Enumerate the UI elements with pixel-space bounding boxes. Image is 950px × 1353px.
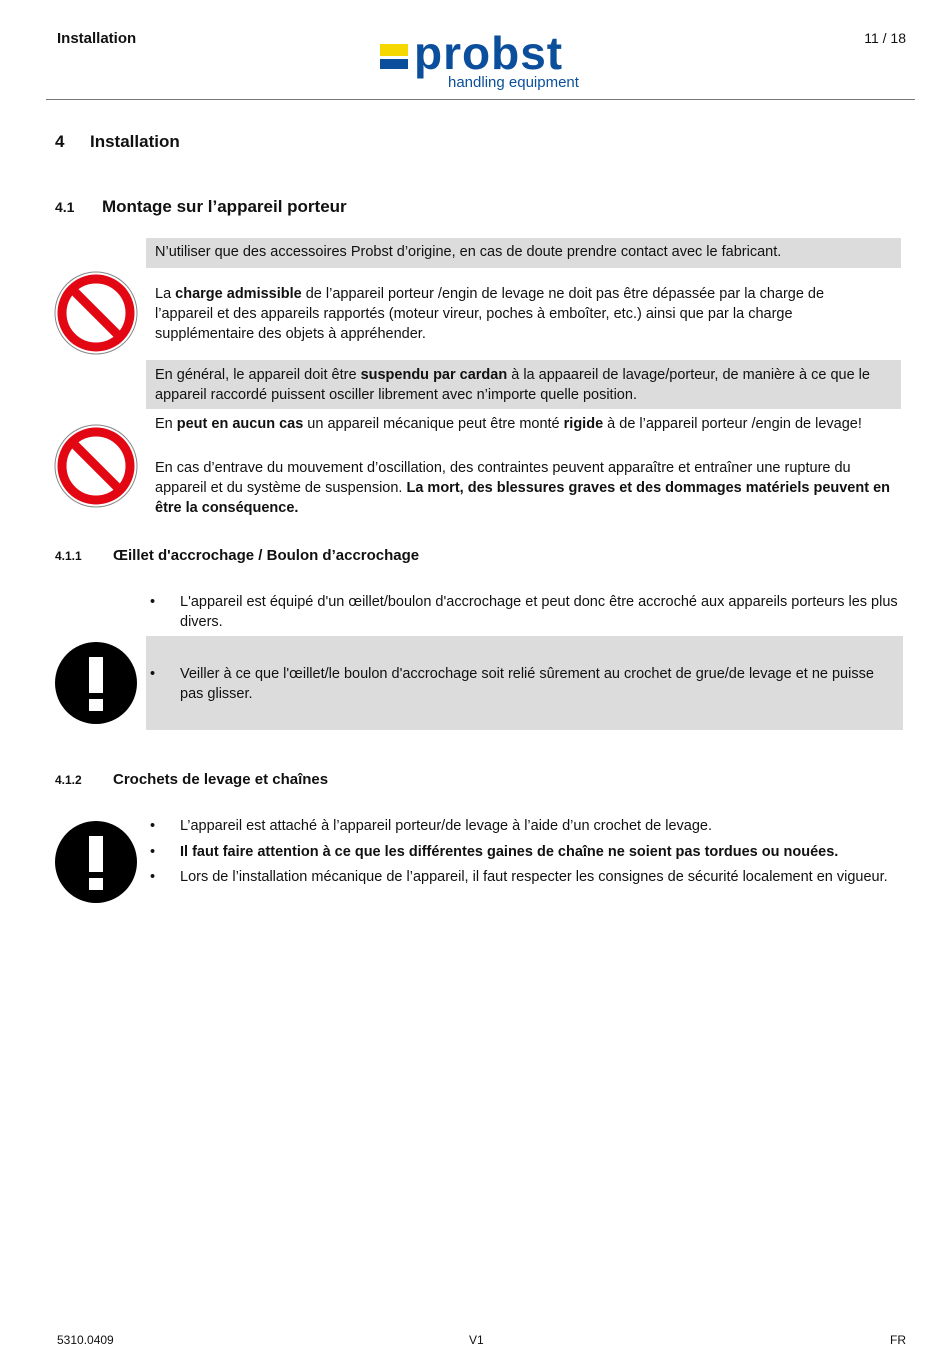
bullet-dot: • [150,666,156,682]
section-heading [55,132,180,152]
page-number: 11 / 18 [864,30,906,46]
list-item-text: L'appareil est équipé d'un œillet/boulon d'accrochage et peut donc être accroché aux appareils porteurs les plus divers. [180,594,898,630]
prohibition-icon [54,271,138,355]
notice-cardan-suspension [146,360,901,409]
notice-original-accessories [146,238,901,268]
logo-word: probst [414,27,564,79]
bold-text: charge admissible [175,286,302,302]
paragraph-oscillation-warning [155,458,895,518]
list-item-text: Il faut faire attention à ce que les différentes gaines de chaîne ne soient pas tordues ou nouées. [180,844,839,860]
bold-text: La mort, des blessures graves et des dommages matériels peuvent en être la conséquence. [155,480,891,516]
text-part: à de l’appareil porteur /engin de levage! [603,416,862,432]
text-part: En général, le appareil doit être [155,367,361,383]
subsubsection-title: Crochets de levage et chaînes [113,771,329,788]
bold-text: peut en aucun cas [176,416,304,432]
header-section-title: Installation [57,30,137,47]
subsection-heading [55,197,347,217]
footer-document-number: 5310.0409 [57,1333,114,1347]
section-title: Installation [90,132,180,151]
subsubsection-heading-411 [55,547,419,564]
paragraph-admissible-load [155,284,885,344]
list-item-text: Lors de l’installation mécanique de l’appareil, il faut respecter les consignes de sécurité localement en vigueur. [180,869,888,885]
subsection-title: Montage sur l’appareil porteur [102,197,347,216]
subsubsection-number: 4.1.2 [55,773,82,787]
text-part: En cas d’entrave du mouvement d’oscillation, des contraintes peuvent apparaître et entraîner une rupture du appareil et du système de suspension. [155,460,851,496]
logo-mark-yellow [380,44,408,56]
subsection-number: 4.1 [55,199,75,215]
probst-logo [378,27,592,96]
list-item-text: Veiller à ce que l'œillet/le boulon d'accrochage soit relié sûrement au crochet de grue/de levage et ne puisse pas glisser. [180,666,874,702]
prohibition-icon [54,424,138,508]
text-part: La [155,286,176,302]
mandatory-attention-icon [54,641,138,725]
bullet-dot: • [150,844,156,860]
footer-version: V1 [469,1333,484,1347]
header-divider [46,99,915,100]
notice-text: N’utiliser que des accessoires Probst d’origine, en cas de doute prendre contact avec le fabricant. [155,244,782,260]
bullet-dot: • [150,594,156,610]
subsubsection-heading-412 [55,771,328,788]
list-item-text: L’appareil est attaché à l’appareil porteur/de levage à l’aide d’un crochet de levage. [180,818,713,834]
footer-language: FR [890,1333,906,1347]
text-part: un appareil mécanique peut être monté [303,416,564,432]
text-part: de l’appareil porteur /engin de levage ne doit pas être dépassée par la charge de l’appareil et des appareils rapportés (moteur vireur, poches à emboîter, etc.) ainsi que par la charge supplémentaire des objets à appréhender. [155,286,825,342]
text-part: En [155,416,177,432]
bold-text: suspendu par cardan [360,367,508,383]
subsubsection-number: 4.1.1 [55,549,82,563]
notice-text [155,365,895,405]
bold-text: rigide [563,416,604,432]
text-part: à la appaareil de lavage/porteur, de manière à ce que le appareil raccordé puissent osciller librement avec n’importe quelle position. [155,367,870,403]
bullet-dot: • [150,818,156,834]
paragraph-rigid-mounting [155,414,890,434]
logo-mark-blue [380,59,408,69]
section-number: 4 [55,132,65,151]
mandatory-attention-icon [54,820,138,904]
logo-tagline: handling equipment [448,74,579,91]
bullet-dot: • [150,869,156,885]
subsubsection-title: Œillet d'accrochage / Boulon d’accrochage [113,547,420,564]
